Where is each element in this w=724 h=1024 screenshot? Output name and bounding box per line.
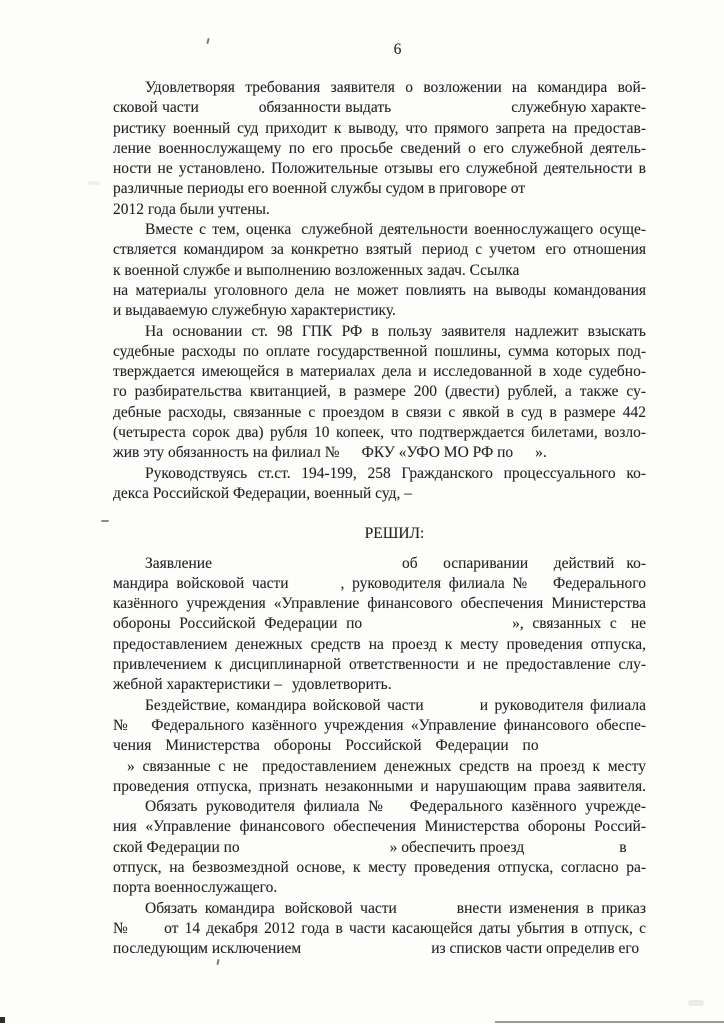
redaction-blank xyxy=(531,587,553,588)
redaction-blank xyxy=(113,770,127,771)
text-line: проведения отпуска, признать незаконными и нарушающим права заявителя. xyxy=(113,777,646,795)
text-line: ление военнослужащему по его просьбе сведений о его служебной деятель- xyxy=(113,139,646,157)
redaction-blank xyxy=(301,952,431,953)
text-line: к военной службе и выполнению возложенных задач. Ссылка xyxy=(113,261,520,279)
text-line: Заявление об оспаривании действий ко- xyxy=(145,554,646,572)
scan-artifact-dash-left-margin xyxy=(101,520,109,522)
redaction-blank xyxy=(617,627,631,628)
redaction-blank xyxy=(240,851,390,852)
text-line: ния «Управление финансового обеспечения Министерства обороны Россий- xyxy=(113,818,646,836)
text-line: и выдаваемую служебную характеристику. xyxy=(113,302,396,320)
text-line: декса Российской Федерации, военный суд, – xyxy=(113,484,412,502)
text-line: чения Министерства обороны Российской Федерации по xyxy=(113,737,539,755)
text-line: дебные расходы, связанные с проездом в связи с явкой в суд в размере 442 xyxy=(113,403,646,421)
text-line: (четыреста сорок два) рубля 10 копеек, что подтверждается билетами, возло- xyxy=(113,424,646,442)
text-line: Вместе с тем, оценка служебной деятельности военнослужащего осуще- xyxy=(145,221,646,239)
redaction-blank xyxy=(248,770,262,771)
text-line: 2012 года были учтены. xyxy=(113,200,270,218)
text-line: № от 14 декабря 2012 года в части касающейся даты убытия в отпуск, с xyxy=(113,919,646,937)
text-line: жив эту обязанность на филиал № ФКУ «УФО МО РФ по ». xyxy=(113,444,547,462)
scan-artifact-smudge xyxy=(688,1000,704,1006)
redaction-blank xyxy=(291,233,301,234)
decision-heading: РЕШИЛ: xyxy=(364,525,425,543)
redaction-blank xyxy=(412,253,422,254)
text-line: судебные расходы по оплате государственной пошлины, сумма которых под- xyxy=(113,342,646,360)
text-line: ствляется командиром за конкретно взятый период с учетом его отношения xyxy=(113,241,647,259)
redaction-blank xyxy=(275,912,285,913)
redaction-blank xyxy=(614,567,626,568)
redaction-blank xyxy=(324,294,334,295)
scan-artifact-bottom-edge-line xyxy=(495,1021,724,1023)
text-line: на материалы уголовного дела не может повлиять на выводы командования xyxy=(113,281,646,299)
text-line: Обязать руководителя филиала № Федерального казённого учрежде- xyxy=(145,798,647,816)
redaction-blank xyxy=(397,912,457,913)
text-line: ской Федерации по » обеспечить проезд в xyxy=(113,838,627,856)
scan-artifact-tick-bottom xyxy=(216,959,219,965)
document-body xyxy=(113,78,646,959)
redaction-blank xyxy=(199,111,259,112)
text-line: » связанные с не предоставлением денежных средств на проезд к месту xyxy=(113,757,646,777)
text-line: Бездействие, командира войсковой части и руководителя филиала xyxy=(145,696,646,714)
text-line: На основании ст. 98 ГПК РФ в пользу заявителя надлежит взыскать xyxy=(145,322,646,340)
page-number: 6 xyxy=(393,41,402,58)
text-line: го разбирательства квитанцией, в размере 200 (двести) рублей, а также су- xyxy=(113,383,646,401)
text-line: ристику военный суд приходит к выводу, что прямого запрета на предостав- xyxy=(113,119,646,137)
text-line: отпуск, на безвозмездной основе, к месту проведения отпуска, согласно ра- xyxy=(113,858,646,876)
text-line: различные периоды его военной службы судом в приговоре от xyxy=(113,180,526,198)
text-line: тверждается имеющейся в материалах дела и исследованной в ходе судебно- xyxy=(113,363,646,381)
redaction-blank xyxy=(289,587,341,588)
redaction-blank xyxy=(340,456,362,457)
text-line: Руководствуясь ст.ст. 194-199, 258 Гражданского процессуального ко- xyxy=(145,464,646,482)
text-line: № Федерального казённого учреждения «Управление финансового обеспе- xyxy=(113,716,646,734)
redaction-blank xyxy=(391,111,511,112)
scan-artifact-smudge xyxy=(88,181,100,185)
text-line: последующим исключением из списков части определив его xyxy=(113,940,640,958)
redaction-blank xyxy=(535,253,545,254)
text-line: ности не установлено. Положительные отзывы его служебной деятельности в xyxy=(113,160,646,178)
scan-artifact-bottom-left-mark xyxy=(0,1017,5,1023)
text-line: сковой части обязанности выдать служебную характе- xyxy=(113,99,646,117)
text-line: жебной характеристики – удовлетворить. xyxy=(113,676,392,694)
redaction-blank xyxy=(502,91,512,92)
redaction-blank xyxy=(388,810,410,811)
redaction-blank xyxy=(212,567,402,568)
text-line: казённого учреждения «Управление финансового обеспечения Министерства xyxy=(113,595,646,613)
text-line: привлечением к дисциплинарной ответственности и не предоставление слу- xyxy=(113,656,646,674)
text-line: Удовлетворяя требования заявителя о возложении на командира вой- xyxy=(145,79,646,96)
redaction-blank xyxy=(131,729,151,730)
text-line: Обязать командира войсковой части внести изменения в приказ xyxy=(145,899,646,917)
text-line: предоставлением денежных средств на проезд к месту проведения отпуска, xyxy=(113,635,646,653)
text-line: порта военнослужащего. xyxy=(113,879,278,897)
redaction-blank xyxy=(282,688,292,689)
redaction-blank xyxy=(513,456,535,457)
redaction-blank xyxy=(524,851,619,852)
redaction-blank xyxy=(130,932,164,933)
redaction-blank xyxy=(424,709,480,710)
text-line: обороны Российской Федерации по », связанных с не xyxy=(113,615,647,633)
redaction-blank xyxy=(362,627,512,628)
text-line: мандира войсковой части , руководителя филиала № Федерального xyxy=(113,574,646,592)
